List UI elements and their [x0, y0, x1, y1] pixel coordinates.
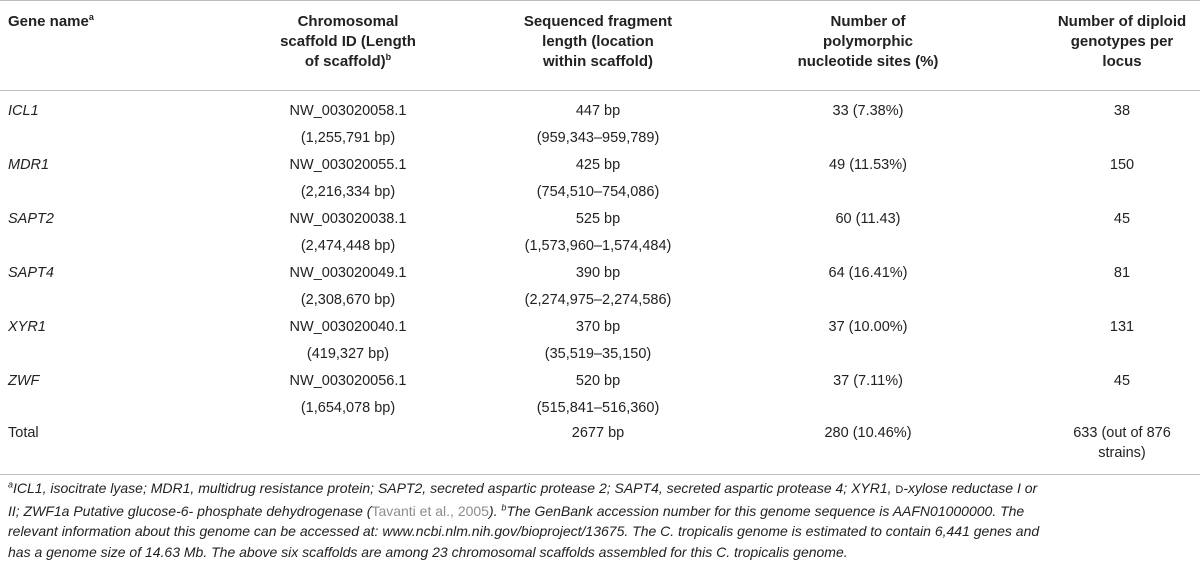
- table-row-diploid: 45: [1113, 211, 1131, 227]
- table-row-fragment: 520 bp (515,841–516,360): [536, 373, 660, 416]
- footnote-b-continued: has a genome size of 14.63 Mb. The above six scaffolds are among 23 chromosomal scaffolds assembled for this C. tropicalis genome.: [8, 543, 848, 560]
- table-row-scaffold: NW_003020040.1 (419,327 bp): [289, 319, 407, 362]
- total-fragment: 2677 bp: [571, 425, 625, 441]
- header-polymorphic: Number of polymorphic nucleotide sites (%): [797, 13, 939, 70]
- table-row-diploid: 150: [1109, 157, 1135, 173]
- table-row-fragment: 525 bp (1,573,960–1,574,484): [524, 211, 672, 254]
- table-row-scaffold: NW_003020055.1 (2,216,334 bp): [289, 157, 407, 200]
- header-fragment: Sequenced fragment length (location within scaffold): [523, 13, 673, 70]
- total-polymorphic: 280 (10.46%): [824, 425, 912, 441]
- table-row-gene: ICL1: [8, 103, 39, 119]
- header-scaffold: Chromosomal scaffold ID (Length of scaffold)$^b$: [280, 13, 416, 70]
- total-label: Total: [8, 425, 39, 441]
- table-row-gene: XYR1: [8, 319, 46, 335]
- table-row-polymorphic: 37 (7.11%): [833, 373, 903, 389]
- table-row-gene: SAPT2: [8, 211, 54, 227]
- table-row-fragment: 447 bp (959,343–959,789): [536, 103, 660, 146]
- footnote-a: $^a$ICL1, isocitrate lyase; MDR1, multidrug resistance protein; SAPT2, secreted aspartic protease 2; SAPT4, secreted aspartic protease 4; XYR1, D-xylose reductase I or: [8, 479, 1038, 496]
- table-row-scaffold: NW_003020056.1 (1,654,078 bp): [289, 373, 407, 416]
- footnote-b: relevant information about this genome can be accessed at: www.ncbi.nlm.nih.gov/bioproject/13675. The C. tropicalis genome is estimated to contain 6,441 genes and: [8, 523, 1040, 539]
- total-diploid: 633 (out of 876 strains): [1073, 425, 1171, 461]
- table-row-diploid: 45: [1113, 373, 1131, 389]
- table-row-fragment: 370 bp (35,519–35,150): [544, 319, 652, 362]
- table-row-fragment: 390 bp (2,274,975–2,274,586): [524, 265, 672, 308]
- header-rule: [0, 90, 1200, 91]
- table-row-polymorphic: 37 (10.00%): [828, 319, 908, 335]
- header-gene-name: Gene name$^a$: [8, 12, 94, 30]
- table-row-scaffold: NW_003020049.1 (2,308,670 bp): [289, 265, 407, 308]
- table-row-diploid: 81: [1113, 265, 1131, 281]
- table-top-rule: [0, 0, 1200, 1]
- table-row-polymorphic: 64 (16.41%): [828, 265, 908, 281]
- table-row-fragment: 425 bp (754,510–754,086): [536, 157, 660, 200]
- table-row-diploid: 131: [1109, 319, 1135, 335]
- table-row-gene: ZWF: [8, 373, 40, 389]
- table-row-polymorphic: 49 (11.53%): [829, 157, 907, 173]
- table-row-polymorphic: 60 (11.43): [835, 211, 901, 227]
- table-footnotes: [8, 478, 1194, 562]
- table-row-gene: MDR1: [8, 157, 50, 173]
- table-row-scaffold: NW_003020038.1 (2,474,448 bp): [289, 211, 407, 254]
- table-row-scaffold: NW_003020058.1 (1,255,791 bp): [289, 103, 407, 146]
- table-row-polymorphic: 33 (7.38%): [832, 103, 904, 119]
- footnote-a-continued: II; ZWF1a Putative glucose-6- phosphate dehydrogenase (Tavanti et al., 2005). $^b$The GenBank accession number for this genome sequence is AAFN01000000. The: [8, 501, 1025, 519]
- table-bottom-rule: [0, 474, 1200, 475]
- table-row-gene: SAPT4: [8, 265, 54, 281]
- table-row-diploid: 38: [1113, 103, 1131, 119]
- header-diploid: Number of diploid genotypes per locus: [1057, 13, 1187, 70]
- citation-link[interactable]: Tavanti et al., 2005: [371, 502, 489, 519]
